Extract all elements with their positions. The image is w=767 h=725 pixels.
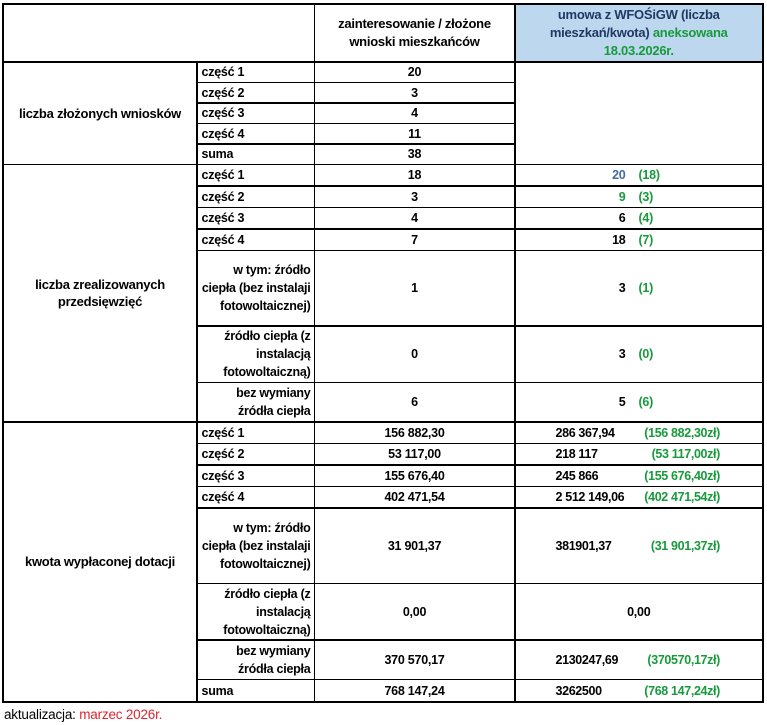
umowa-cell bbox=[516, 383, 763, 421]
row-label: część 4 bbox=[198, 487, 314, 507]
umowa-paren-value: (156 882,30zł) bbox=[644, 425, 720, 440]
row-label: część 1 bbox=[198, 63, 314, 82]
wnioski-value: 370 570,17 bbox=[315, 641, 514, 679]
row-label: część 4 bbox=[198, 124, 314, 143]
umowa-cell bbox=[516, 444, 763, 464]
row-label: suma bbox=[198, 145, 314, 164]
row-label: źródło ciepła (z instalacją fotowoltaiczną) bbox=[198, 327, 314, 382]
umowa-paren-value: (3) bbox=[638, 189, 654, 204]
umowa-main-value: 9 bbox=[618, 189, 626, 204]
umowa-cell bbox=[516, 466, 763, 486]
header-umowa-annex: aneksowana bbox=[652, 25, 728, 40]
umowa-paren-value: (1) bbox=[638, 281, 654, 295]
wnioski-value: 31 901,37 bbox=[315, 509, 514, 583]
group-label-kwota: kwota wypłaconej dotacji bbox=[4, 423, 196, 702]
umowa-paren-value: (402 471,54zł) bbox=[644, 490, 720, 504]
umowa-cell bbox=[516, 423, 763, 443]
umowa-main-value: 245 866 bbox=[555, 468, 599, 483]
umowa-cell bbox=[516, 584, 763, 639]
umowa-paren-value: (18) bbox=[638, 168, 660, 182]
row-label: bez wymiany źródła ciepła bbox=[198, 383, 314, 421]
wnioski-value: 20 bbox=[315, 63, 514, 82]
wnioski-value: 18 bbox=[315, 165, 514, 185]
header-umowa-label bbox=[526, 6, 753, 60]
umowa-cell bbox=[516, 165, 763, 185]
umowa-paren-value: (155 676,40zł) bbox=[644, 468, 720, 483]
row-label: część 1 bbox=[198, 165, 314, 185]
umowa-cell bbox=[516, 327, 763, 382]
umowa-main-value: 6 bbox=[618, 211, 626, 225]
umowa-main-value: 286 367,94 bbox=[555, 425, 615, 440]
wnioski-value: 7 bbox=[315, 230, 514, 250]
row-label: część 2 bbox=[198, 444, 314, 464]
umowa-paren-value: (370570,17zł) bbox=[647, 652, 720, 667]
row-label: część 3 bbox=[198, 466, 314, 486]
row-label: część 3 bbox=[198, 104, 314, 123]
wnioski-value: 0 bbox=[315, 327, 514, 382]
wnioski-value: 3 bbox=[315, 83, 514, 102]
row-label: część 1 bbox=[198, 423, 314, 443]
row-label: źródło ciepła (z instalacją fotowoltaiczną) bbox=[198, 584, 314, 639]
wnioski-value: 4 bbox=[315, 104, 514, 123]
wnioski-value: 768 147,24 bbox=[315, 680, 514, 701]
umowa-paren-value: (6) bbox=[638, 395, 654, 409]
wnioski-value: 53 117,00 bbox=[315, 444, 514, 464]
update-note bbox=[2, 703, 767, 722]
umowa-paren-value: (0) bbox=[638, 347, 654, 361]
umowa-main-value: 3262500 bbox=[555, 683, 602, 698]
umowa-cell bbox=[516, 509, 763, 583]
header-umowa bbox=[516, 5, 763, 61]
row-label: część 2 bbox=[198, 83, 314, 102]
group-label-zrealizowane: liczba zrealizowanych przedsięwzięć bbox=[4, 165, 196, 421]
umowa-main-value: 3 bbox=[618, 347, 626, 361]
umowa-cell bbox=[516, 641, 763, 679]
umowa-cell bbox=[516, 230, 763, 250]
umowa-paren-value: (768 147,24zł) bbox=[644, 683, 720, 698]
wnioski-value: 38 bbox=[315, 145, 514, 164]
row-label: część 3 bbox=[198, 208, 314, 228]
row-label: w tym: źródło ciepła (bez instalaji fotowoltaicznej) bbox=[198, 509, 314, 583]
umowa-main-value: 18 bbox=[612, 232, 626, 247]
umowa-main-value: 0,00 bbox=[627, 604, 651, 619]
row-label: w tym: źródło ciepła (bez instalaji fotowoltaicznej) bbox=[198, 251, 314, 325]
umowa-main-value: 5 bbox=[618, 395, 626, 409]
header-empty-cell bbox=[4, 5, 314, 61]
header-wnioski bbox=[315, 5, 514, 61]
row-label: bez wymiany źródła ciepła bbox=[198, 641, 314, 679]
update-note-label: aktualizacja: bbox=[4, 707, 76, 722]
wnioski-value: 4 bbox=[315, 208, 514, 228]
wnioski-value: 1 bbox=[315, 251, 514, 325]
grants-table bbox=[2, 3, 764, 703]
wnioski-value: 0,00 bbox=[315, 584, 514, 639]
group-label-wnioski: liczba złożonych wniosków bbox=[4, 63, 196, 164]
umowa-main-value: 2130247,69 bbox=[555, 652, 619, 667]
row-label: część 4 bbox=[198, 230, 314, 250]
umowa-paren-value: (7) bbox=[638, 232, 654, 247]
umowa-cell bbox=[516, 487, 763, 507]
wnioski-value: 155 676,40 bbox=[315, 466, 514, 486]
umowa-main-value: 3 bbox=[618, 281, 626, 295]
umowa-main-value: 381901,37 bbox=[555, 538, 612, 553]
umowa-cell bbox=[516, 187, 763, 207]
umowa-paren-value: (53 117,00zł) bbox=[651, 447, 720, 461]
row-label: suma bbox=[198, 680, 314, 701]
header-umowa-main: umowa z WFOŚiGW (liczba mieszkań/kwota) bbox=[549, 7, 720, 40]
umowa-cell bbox=[516, 208, 763, 228]
umowa-main-value: 20 bbox=[612, 168, 626, 182]
umowa-main-value: 2 512 149,06 bbox=[555, 490, 625, 504]
wnioski-value: 3 bbox=[315, 187, 514, 207]
umowa-cell bbox=[516, 680, 763, 701]
wnioski-value: 402 471,54 bbox=[315, 487, 514, 507]
umowa-main-value: 218 117 bbox=[555, 447, 598, 461]
row-label: część 2 bbox=[198, 187, 314, 207]
wnioski-value: 156 882,30 bbox=[315, 423, 514, 443]
wnioski-value: 11 bbox=[315, 124, 514, 143]
umowa-paren-value: (31 901,37zł) bbox=[650, 538, 720, 553]
wnioski-value: 6 bbox=[315, 383, 514, 421]
header-umowa-date: 18.03.2026r. bbox=[603, 43, 674, 58]
umowa-cell bbox=[516, 251, 763, 325]
umowa-paren-value: (4) bbox=[638, 211, 654, 225]
update-note-date: marzec 2026r. bbox=[79, 707, 163, 722]
umowa-empty-cell bbox=[516, 63, 763, 164]
header-wnioski-label: zainteresowanie / złożone wnioski mieszkańców bbox=[338, 16, 491, 49]
